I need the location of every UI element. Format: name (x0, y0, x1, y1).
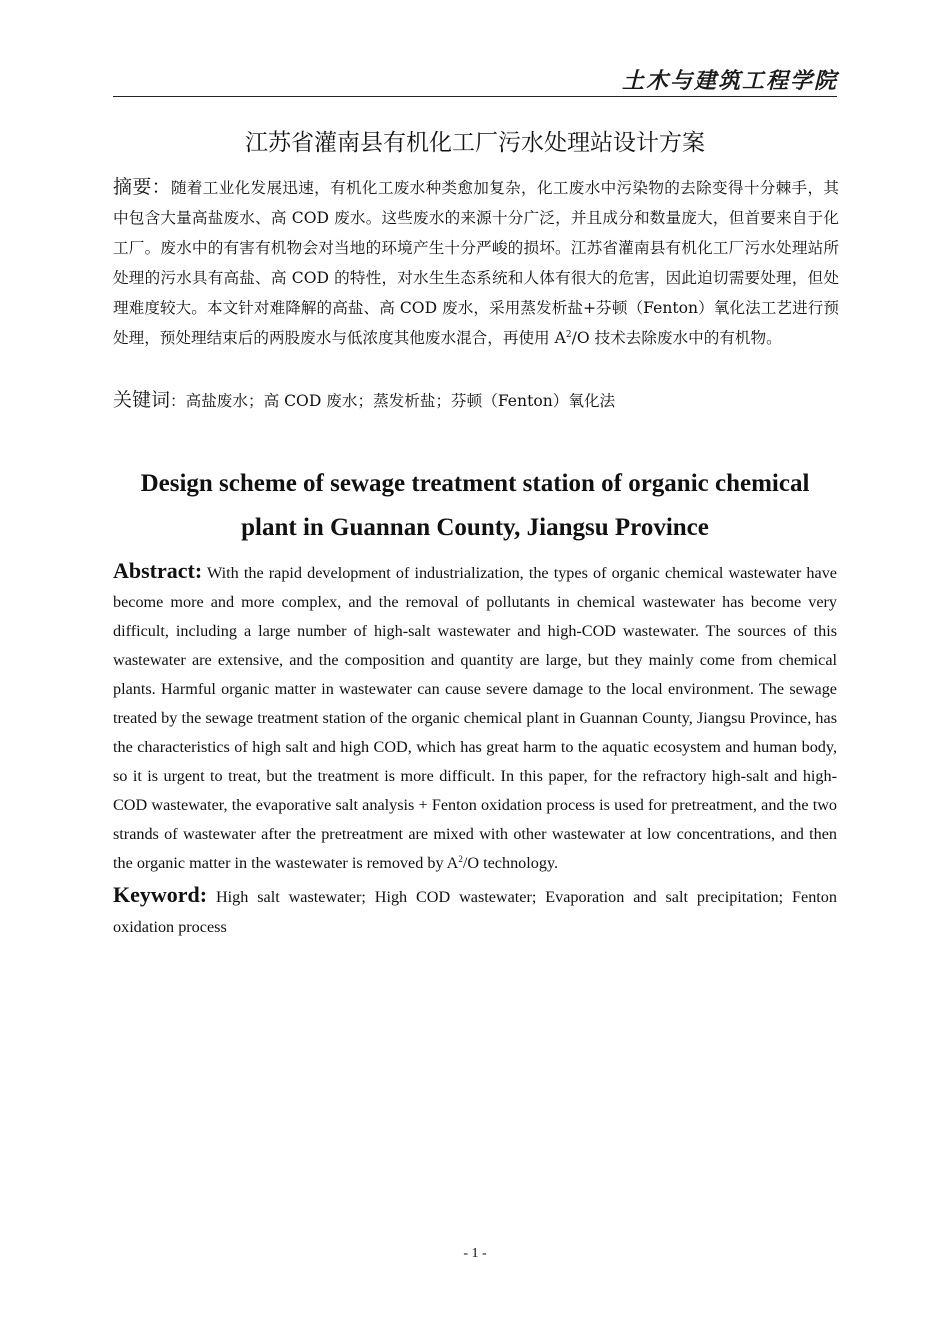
chinese-abstract-label: 摘要： (113, 176, 171, 198)
school-logo: 土木与建筑工程学院 (621, 68, 838, 94)
chinese-abstract (113, 172, 839, 353)
chinese-title: 江苏省灌南县有机化工厂污水处理站设计方案 (245, 130, 705, 156)
chinese-abstract-text: 随着工业化发展迅速，有机化工废水种类愈加复杂，化工废水中污染物的去除变得十分棘手，其中包含大量高盐废水、高 COD 废水。这些废水的来源十分广泛，并且成分和数量庞大，但首要来自于化工厂。废水中的有害有机物会对当地的环境产生十分严峻的损坏。江苏省灌南县有机化工厂污水处理站所处理的污水具有高盐、高 COD 的特性，对水生生态系统和人体有很大的危害，因此迫切需要处理，但处理难度较大。本文针对难降解的高盐、高 COD 废水，采用蒸发析盐+芬顿（Fenton）氧化法工艺进行预处理，预处理结束后的两股废水与低浓度其他废水混合，再使用 A (113, 179, 839, 347)
english-abstract-text-end: /O technology. (462, 854, 559, 872)
english-keywords-text: High salt wastewater; High COD wastewater; Evaporation and salt precipitation; Fenton oxidation process (113, 888, 837, 936)
chinese-abstract-text-end: /O 技术去除废水中的有机物。 (571, 329, 782, 347)
chinese-abstract-superscript: 2 (565, 330, 572, 340)
chinese-keywords (113, 386, 839, 415)
english-keywords (113, 880, 837, 942)
header-divider (113, 96, 837, 97)
english-title (113, 462, 837, 550)
chinese-keywords-text: ：高盐废水；高 COD 废水；蒸发析盐；芬顿（Fenton）氧化法 (170, 392, 616, 410)
english-title-line-2: plant in Guannan County, Jiangsu Province (241, 514, 709, 541)
english-title-line-1: Design scheme of sewage treatment station of organic chemical (140, 470, 810, 497)
english-keywords-label: Keyword: (113, 882, 208, 907)
page-number: - 1 - (463, 1246, 487, 1261)
english-abstract-label: Abstract: (113, 558, 203, 583)
english-abstract-superscript: 2 (458, 854, 463, 864)
english-abstract (113, 556, 837, 878)
chinese-keywords-label: 关键词 (113, 389, 171, 411)
english-abstract-text: With the rapid development of industrialization, the types of organic chemical wastewater have become more and more complex, and the removal of pollutants in chemical wastewater has become very difficult, including a large number of high-salt wastewater and high-COD wastewater. The sources of this wastewater are extensive, and the composition and quantity are large, but they mainly come from chemical plants. Harmful organic matter in wastewater can cause severe damage to the local environment. The sewage treated by the sewage treatment station of the organic chemical plant in Guannan County, Jiangsu Province, has the characteristics of high salt and high COD, which has great harm to the aquatic ecosystem and human body, so it is urgent to treat, but the treatment is more difficult. In this paper, for the refractory high-salt and high-COD wastewater, the evaporative salt analysis + Fenton oxidation process is used for pretreatment, and the two strands of wastewater after the pretreatment are mixed with other wastewater at low concentrations, and then the organic matter in the wastewater is removed by A (113, 564, 837, 872)
